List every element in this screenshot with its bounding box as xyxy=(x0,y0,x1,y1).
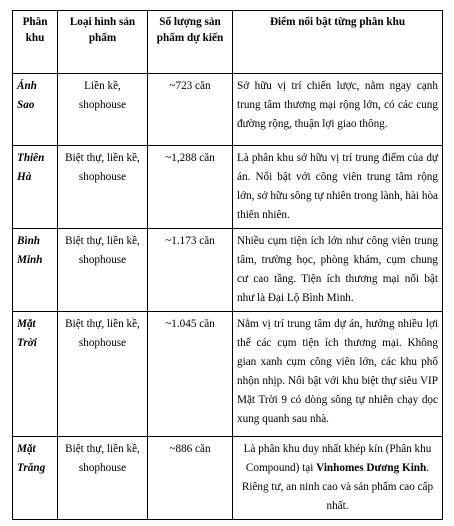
subdivision-name: Mặt Trời xyxy=(13,312,58,437)
project-name-bold: Vinhomes Dương Kinh xyxy=(316,462,427,474)
table-header-row xyxy=(13,11,443,74)
subdivision-highlights xyxy=(233,437,443,520)
product-quantity: ~886 căn xyxy=(148,437,233,520)
highlights-text-end: . Riêng tư, an ninh cao và sản phẩm cao cấp nhất. xyxy=(241,462,434,512)
product-quantity: ~1,288 căn xyxy=(148,146,233,229)
product-quantity: ~1.173 căn xyxy=(148,229,233,312)
subdivision-name: Ánh Sao xyxy=(13,74,58,146)
product-type: Biệt thự, liền kề, shophouse xyxy=(58,312,148,437)
highlights-text: Là phân khu duy nhất khép kín (Phân khu Compound) tại xyxy=(243,443,432,474)
subdivision-highlights: Là phân khu sở hữu vị trí trung điểm của dự án. Nổi bật với công viên trung tâm rộng lớn, sở hữu sông tự nhiên trong lành, hài hòa thiên nhiên. xyxy=(233,146,443,229)
subdivision-highlights: Sở hữu vị trí chiến lược, nằm ngay cạnh trung tâm thương mại rộng lớn, có các cung đường rộng, thuận lợi giao thông. xyxy=(233,74,443,146)
table-row xyxy=(13,437,443,520)
header-subdivision: Phân khu xyxy=(13,11,58,74)
table-row xyxy=(13,74,443,146)
table-row xyxy=(13,229,443,312)
product-type: Biệt thự, liền kề, shophouse xyxy=(58,146,148,229)
subdivision-name: Thiên Hà xyxy=(13,146,58,229)
product-quantity: ~1.045 căn xyxy=(148,312,233,437)
subdivision-table xyxy=(12,10,443,520)
table-row xyxy=(13,312,443,437)
subdivision-name: Mặt Trăng xyxy=(13,437,58,520)
subdivision-highlights: Nhiều cụm tiện ích lớn như công viên trung tâm, trường học, phòng khám, cụm chung cư cao tầng. Tiện ích thương mại nổi bật như là Đại Lộ Bình Minh. xyxy=(233,229,443,312)
header-expected-quantity: Số lượng sản phẩm dự kiến xyxy=(148,11,233,74)
product-quantity: ~723 căn xyxy=(148,74,233,146)
subdivision-name: Bình Minh xyxy=(13,229,58,312)
header-product-type: Loại hình sản phẩm xyxy=(58,11,148,74)
product-type: Liền kề, shophouse xyxy=(58,74,148,146)
table-row xyxy=(13,146,443,229)
header-highlights: Điểm nổi bật từng phân khu xyxy=(233,11,443,74)
product-type: Biệt thự, liền kề, shophouse xyxy=(58,229,148,312)
product-type: Biệt thự, liền kề, shophouse xyxy=(58,437,148,520)
subdivision-highlights: Nằm vị trí trung tâm dự án, hưởng nhiều lợi thế các cụm tiện ích thương mại. Không gian xanh cụm công viên lớn, các khu phố nhộn nhịp. Nổi bật với khu biệt thự siêu VIP Mặt Trời 9 có dòng sông tự nhiên chạy dọc xung quanh sau nhà. xyxy=(233,312,443,437)
